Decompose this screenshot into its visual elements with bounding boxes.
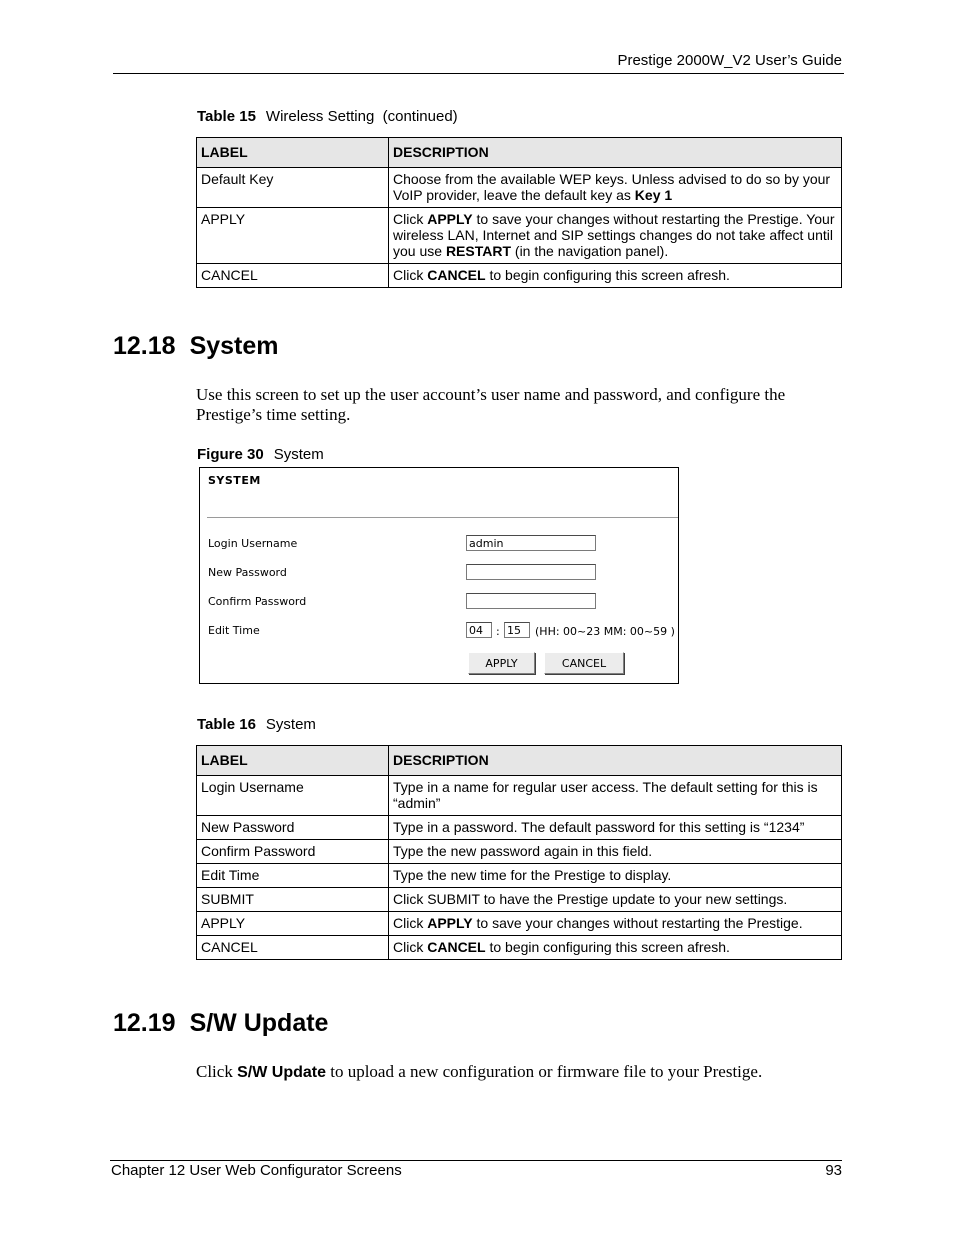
cancel-button[interactable]: CANCEL — [544, 652, 624, 674]
section-body-system: Use this screen to set up the user account’s user name and password, and configure the Prestige’s time setting. — [196, 385, 786, 424]
row-description: Type in a name for regular user access. The default setting for this is “admin” — [389, 776, 842, 816]
table-16 — [196, 745, 842, 960]
row-label: CANCEL — [197, 264, 389, 288]
table-15-title: Wireless Setting (continued) — [265, 108, 458, 125]
body-bold: S/W Update — [237, 1064, 326, 1081]
description-bold: RESTART — [445, 243, 512, 259]
table-row — [197, 168, 842, 208]
row-label: APPLY — [197, 208, 389, 264]
table-15-caption — [197, 108, 458, 125]
page-number: 93 — [825, 1162, 842, 1179]
system-screen-figure — [199, 467, 679, 684]
column-header-description: DESCRIPTION — [389, 138, 842, 168]
minute-input[interactable] — [504, 622, 530, 638]
description-text: Click — [393, 915, 428, 931]
body-text: to upload a new configuration or firmware file to your Prestige. — [325, 1062, 763, 1081]
table-15-number: Table 15 — [197, 108, 256, 125]
row-description: Type the new password again in this field. — [389, 840, 842, 864]
row-description — [389, 208, 842, 264]
section-body-sw-update — [196, 1062, 816, 1083]
row-description: Type the new time for the Prestige to display. — [389, 864, 842, 888]
table-row — [197, 208, 842, 264]
description-text: to save your changes without restarting the Prestige. Your wireless LAN, Internet and SIP settings changes do not take affect until you use — [393, 211, 835, 259]
description-text: Click — [393, 939, 428, 955]
table-row — [197, 840, 842, 864]
section-number: 12.18 — [113, 332, 176, 360]
body-text: Click — [196, 1062, 238, 1081]
figure-30-caption — [197, 446, 324, 463]
login-username-input[interactable] — [466, 535, 596, 551]
row-description: Type in a password. The default password for this setting is “1234” — [389, 816, 842, 840]
footer-rule — [110, 1160, 842, 1161]
description-bold: CANCEL — [427, 267, 486, 283]
table-header-row — [197, 746, 842, 776]
table-header-row — [197, 138, 842, 168]
row-label: Default Key — [197, 168, 389, 208]
screen-title: SYSTEM — [208, 474, 261, 487]
column-header-label: LABEL — [197, 746, 389, 776]
description-text: (in the navigation panel). — [511, 243, 669, 259]
table-row — [197, 864, 842, 888]
footer-chapter: Chapter 12 User Web Configurator Screens — [111, 1162, 402, 1179]
row-label: SUBMIT — [197, 888, 389, 912]
description-text: to begin configuring this screen afresh. — [485, 939, 730, 955]
table-16-caption — [197, 716, 316, 733]
row-label: Login Username — [197, 776, 389, 816]
edit-time-label: Edit Time — [208, 624, 260, 637]
table-row — [197, 776, 842, 816]
table-row — [197, 264, 842, 288]
section-number: 12.19 — [113, 1009, 176, 1037]
row-description — [389, 264, 842, 288]
row-label: Edit Time — [197, 864, 389, 888]
row-description — [389, 912, 842, 936]
description-text: to begin configuring this screen afresh. — [485, 267, 730, 283]
time-separator: : — [496, 625, 500, 638]
description-bold: APPLY — [427, 211, 473, 227]
table-row — [197, 816, 842, 840]
running-header: Prestige 2000W_V2 User’s Guide — [617, 52, 842, 69]
confirm-password-input[interactable] — [466, 593, 596, 609]
hour-input[interactable] — [466, 622, 492, 638]
description-bold: APPLY — [427, 915, 473, 931]
description-text: Choose from the available WEP keys. Unless advised to do so by your VoIP provider, leave the default key as — [393, 171, 831, 203]
section-heading-system — [113, 332, 279, 361]
description-text: Click — [393, 211, 428, 227]
login-username-label: Login Username — [208, 537, 298, 550]
row-label: APPLY — [197, 912, 389, 936]
new-password-input[interactable] — [466, 564, 596, 580]
description-bold: CANCEL — [427, 939, 486, 955]
figure-30-title: System — [273, 446, 324, 463]
section-title: System — [189, 332, 279, 360]
table-15 — [196, 137, 842, 288]
new-password-label: New Password — [208, 566, 287, 579]
description-text: Click — [393, 267, 428, 283]
column-header-label: LABEL — [197, 138, 389, 168]
title-divider — [207, 517, 678, 518]
row-description — [389, 168, 842, 208]
description-bold: Key 1 — [634, 187, 673, 203]
figure-30-number: Figure 30 — [197, 446, 264, 463]
description-text: to save your changes without restarting the Prestige. — [472, 915, 803, 931]
row-label: Confirm Password — [197, 840, 389, 864]
apply-button[interactable]: APPLY — [468, 652, 535, 674]
confirm-password-label: Confirm Password — [208, 595, 307, 608]
row-label: CANCEL — [197, 936, 389, 960]
table-16-number: Table 16 — [197, 716, 256, 733]
section-title: S/W Update — [189, 1009, 329, 1037]
header-rule — [113, 73, 844, 74]
section-heading-sw-update — [113, 1009, 328, 1038]
row-description: Click SUBMIT to have the Prestige update to your new settings. — [389, 888, 842, 912]
table-row — [197, 912, 842, 936]
time-format-hint: (HH: 00~23 MM: 00~59 ) — [535, 625, 675, 638]
table-row — [197, 888, 842, 912]
row-label: New Password — [197, 816, 389, 840]
column-header-description: DESCRIPTION — [389, 746, 842, 776]
table-row — [197, 936, 842, 960]
table-16-title: System — [265, 716, 316, 733]
row-description — [389, 936, 842, 960]
